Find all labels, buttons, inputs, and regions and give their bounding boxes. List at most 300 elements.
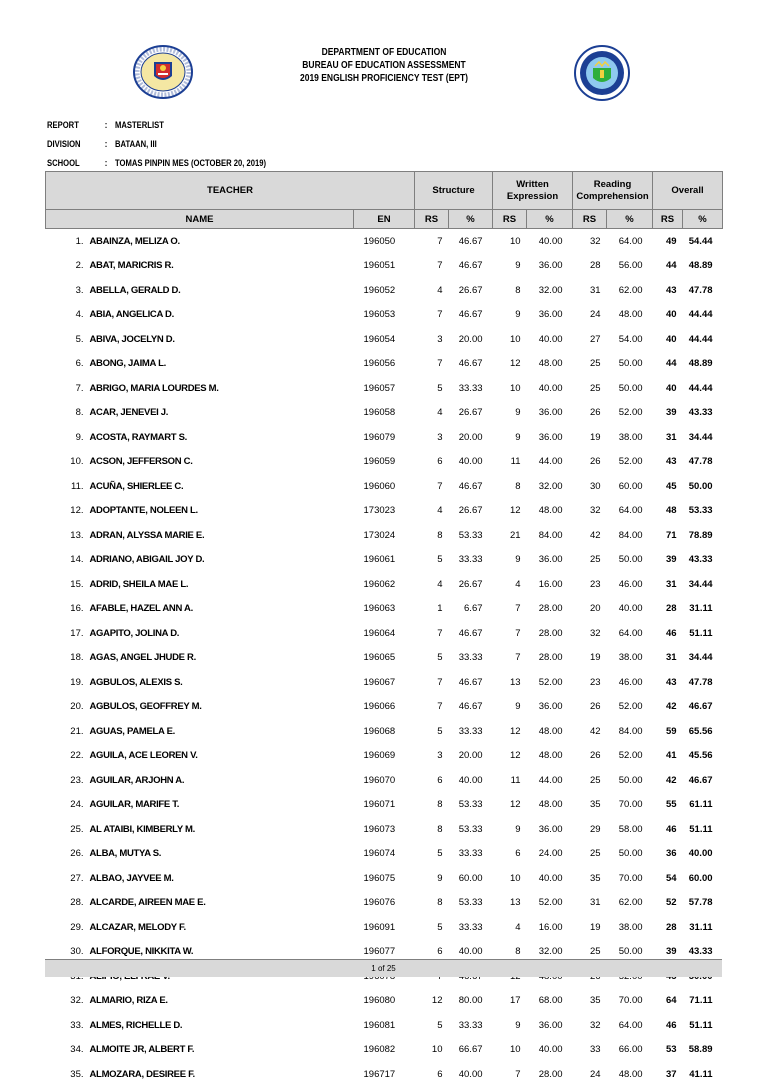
overall-rs: 71 (665, 529, 677, 541)
overall-pct: 47.78 (688, 676, 713, 688)
written-rs: 7 (515, 1068, 521, 1080)
row-number: 15. (70, 578, 84, 590)
overall-pct: 34.44 (688, 431, 713, 443)
en-code: 196081 (363, 1019, 396, 1031)
structure-pct: 33.33 (458, 554, 483, 566)
structure-rs: 6 (437, 946, 443, 958)
written-rs: 4 (515, 921, 521, 933)
written-pct: 48.00 (538, 505, 563, 517)
overall-pct: 60.00 (688, 872, 713, 884)
overall-pct: 34.44 (688, 652, 713, 664)
overall-pct: 57.78 (688, 897, 713, 909)
en-code: 196053 (363, 309, 396, 321)
structure-pct: 33.33 (458, 725, 483, 737)
header-written-expression: Written Expression (493, 172, 573, 210)
reading-rs: 24 (589, 1068, 601, 1080)
structure-pct: 46.67 (458, 627, 483, 639)
overall-rs: 46 (665, 627, 677, 639)
reading-rs: 27 (589, 333, 601, 345)
structure-rs: 7 (437, 676, 443, 688)
written-pct: 28.00 (538, 652, 563, 664)
en-code: 196062 (363, 578, 396, 590)
en-code: 196061 (363, 554, 396, 566)
reading-rs: 25 (589, 358, 601, 370)
reading-rs: 25 (589, 946, 601, 958)
subheader-pct: % (683, 210, 723, 229)
written-rs: 7 (515, 603, 521, 615)
meta-separator: : (104, 139, 108, 149)
structure-rs: 6 (437, 774, 443, 786)
overall-pct: 65.56 (688, 725, 713, 737)
overall-pct: 43.33 (688, 554, 713, 566)
overall-pct: 71.11 (689, 995, 713, 1007)
en-code: 196082 (363, 1044, 396, 1056)
row-number: 16. (70, 603, 84, 615)
header-structure: Structure (415, 172, 493, 210)
reading-pct: 46.00 (618, 676, 643, 688)
structure-pct: 46.67 (458, 358, 483, 370)
teacher-name: ALCAZAR, MELODY F. (89, 921, 186, 933)
written-rs: 10 (509, 333, 521, 345)
structure-pct: 40.00 (458, 774, 483, 786)
en-code: 196091 (363, 921, 396, 933)
written-rs: 21 (509, 529, 521, 541)
reading-rs: 31 (589, 284, 601, 296)
overall-rs: 40 (665, 309, 677, 321)
table-row (46, 229, 723, 254)
overall-rs: 43 (665, 456, 677, 468)
structure-rs: 6 (437, 456, 443, 468)
en-code: 196075 (363, 872, 396, 884)
teacher-name: AGBULOS, ALEXIS S. (89, 676, 183, 688)
header-reading-comprehension: Reading Comprehension (573, 172, 653, 210)
overall-pct: 53.33 (688, 505, 713, 517)
structure-rs: 5 (437, 652, 443, 664)
en-code: 196060 (363, 480, 396, 492)
reading-pct: 70.00 (618, 799, 643, 811)
table-row (46, 866, 723, 891)
structure-rs: 8 (437, 529, 443, 541)
table-body (46, 229, 723, 1087)
table-row (46, 327, 723, 352)
written-pct: 48.00 (538, 750, 563, 762)
overall-rs: 31 (665, 431, 677, 443)
written-rs: 17 (509, 995, 521, 1007)
reading-pct: 48.00 (618, 1068, 643, 1080)
overall-rs: 28 (665, 603, 677, 615)
structure-rs: 7 (437, 627, 443, 639)
row-number: 10. (70, 456, 84, 468)
written-rs: 9 (515, 309, 521, 321)
written-rs: 8 (515, 946, 521, 958)
reading-rs: 32 (589, 1019, 601, 1031)
en-code: 196068 (363, 725, 396, 737)
structure-rs: 3 (437, 750, 443, 762)
structure-pct: 53.33 (458, 823, 483, 835)
en-code: 196067 (363, 676, 396, 688)
overall-pct: 48.89 (688, 260, 713, 272)
overall-rs: 40 (665, 333, 677, 345)
report-meta (47, 116, 266, 173)
written-pct: 84.00 (538, 529, 563, 541)
teacher-name: ALMOZARA, DESIREE F. (89, 1068, 195, 1080)
teacher-name: ABAINZA, MELIZA O. (89, 235, 180, 247)
reading-rs: 28 (589, 260, 601, 272)
row-number: 22. (70, 750, 84, 762)
teacher-name: AGUILA, ACE LEOREN V. (89, 750, 198, 762)
written-pct: 44.00 (538, 774, 563, 786)
reading-pct: 38.00 (618, 652, 643, 664)
meta-value: BATAAN, III (115, 139, 157, 149)
reading-rs: 24 (589, 309, 601, 321)
written-rs: 13 (509, 676, 521, 688)
overall-pct: 47.78 (688, 284, 713, 296)
row-number: 13. (70, 529, 84, 541)
overall-pct: 41.11 (689, 1068, 713, 1080)
teacher-name: ADOPTANTE, NOLEEN L. (89, 505, 198, 517)
overall-rs: 46 (665, 823, 677, 835)
structure-rs: 4 (437, 505, 443, 517)
written-rs: 12 (509, 725, 521, 737)
overall-rs: 45 (665, 480, 677, 492)
structure-rs: 5 (437, 382, 443, 394)
en-code: 196056 (363, 358, 396, 370)
row-number: 1. (75, 235, 84, 247)
overall-rs: 43 (665, 676, 677, 688)
table-row (46, 891, 723, 916)
structure-pct: 46.67 (458, 309, 483, 321)
teacher-name: ACOSTA, RAYMART S. (89, 431, 188, 443)
overall-rs: 44 (665, 358, 677, 370)
meta-value: TOMAS PINPIN MES (OCTOBER 20, 2019) (115, 158, 267, 168)
written-pct: 40.00 (538, 1044, 563, 1056)
structure-rs: 3 (437, 333, 443, 345)
structure-rs: 10 (431, 1044, 443, 1056)
reading-rs: 42 (589, 725, 601, 737)
written-pct: 36.00 (538, 1019, 563, 1031)
structure-pct: 46.67 (458, 260, 483, 272)
written-pct: 36.00 (538, 554, 563, 566)
row-number: 28. (70, 897, 84, 909)
overall-rs: 48 (665, 505, 677, 517)
page-footer (45, 959, 722, 977)
written-pct: 16.00 (538, 578, 563, 590)
table-row (46, 744, 723, 769)
subheader-en: EN (354, 210, 415, 229)
en-code: 196057 (363, 382, 396, 394)
overall-rs: 42 (665, 774, 677, 786)
written-pct: 24.00 (538, 848, 563, 860)
written-rs: 11 (510, 456, 521, 468)
table-row (46, 352, 723, 377)
reading-rs: 42 (589, 529, 601, 541)
structure-pct: 46.67 (458, 701, 483, 713)
reading-rs: 31 (589, 897, 601, 909)
structure-rs: 9 (437, 872, 443, 884)
header-teacher: TEACHER (46, 172, 415, 210)
row-number: 29. (70, 921, 84, 933)
overall-rs: 53 (665, 1044, 677, 1056)
structure-pct: 26.67 (458, 578, 483, 590)
reading-rs: 30 (589, 480, 601, 492)
table-row (46, 376, 723, 401)
reading-pct: 52.00 (618, 407, 643, 419)
written-rs: 7 (515, 652, 521, 664)
reading-rs: 35 (589, 872, 601, 884)
reading-rs: 35 (589, 799, 601, 811)
teacher-name: ABELLA, GERALD D. (89, 284, 181, 296)
meta-division-row (47, 135, 266, 154)
table-row (46, 303, 723, 328)
structure-rs: 8 (437, 897, 443, 909)
structure-pct: 40.00 (458, 1068, 483, 1080)
reading-pct: 62.00 (618, 284, 643, 296)
table-row (46, 1062, 723, 1087)
meta-separator: : (104, 120, 108, 130)
teacher-name: ALBAO, JAYVEE M. (89, 872, 174, 884)
overall-rs: 52 (665, 897, 677, 909)
structure-pct: 46.67 (458, 676, 483, 688)
written-pct: 68.00 (538, 995, 563, 1007)
overall-pct: 54.44 (688, 235, 713, 247)
row-number: 14. (70, 554, 84, 566)
structure-pct: 26.67 (458, 284, 483, 296)
table-row (46, 572, 723, 597)
table-row (46, 523, 723, 548)
structure-rs: 5 (437, 848, 443, 860)
table-row (46, 989, 723, 1014)
written-rs: 4 (515, 578, 521, 590)
reading-pct: 60.00 (618, 480, 643, 492)
overall-rs: 64 (665, 995, 677, 1007)
teacher-name: AGAPITO, JOLINA D. (89, 627, 180, 639)
header-line-bureau: BUREAU OF EDUCATION ASSESSMENT (302, 60, 466, 71)
teacher-name: AGBULOS, GEOFFREY M. (89, 701, 202, 713)
structure-pct: 33.33 (458, 1019, 483, 1031)
header-line-department: DEPARTMENT OF EDUCATION (321, 47, 447, 58)
overall-rs: 43 (665, 284, 677, 296)
teacher-name: ABONG, JAIMA L. (89, 358, 166, 370)
table-row (46, 915, 723, 940)
table-row (46, 719, 723, 744)
table-row (46, 278, 723, 303)
row-number: 17. (70, 627, 84, 639)
structure-pct: 53.33 (458, 897, 483, 909)
overall-rs: 39 (665, 407, 677, 419)
structure-rs: 5 (437, 725, 443, 737)
overall-rs: 44 (665, 260, 677, 272)
overall-rs: 31 (665, 578, 677, 590)
reading-pct: 58.00 (618, 823, 643, 835)
row-number: 25. (70, 823, 84, 835)
row-number: 19. (70, 676, 84, 688)
overall-pct: 44.44 (688, 382, 713, 394)
structure-rs: 5 (437, 1019, 443, 1031)
overall-pct: 48.89 (688, 358, 713, 370)
written-rs: 12 (509, 750, 521, 762)
overall-rs: 55 (665, 799, 677, 811)
reading-pct: 64.00 (618, 1019, 643, 1031)
teacher-name: ABRIGO, MARIA LOURDES M. (89, 382, 219, 394)
en-code: 196080 (363, 995, 396, 1007)
structure-rs: 7 (437, 358, 443, 370)
reading-pct: 64.00 (618, 505, 643, 517)
written-rs: 10 (509, 382, 521, 394)
meta-key: DIVISION (47, 139, 81, 149)
written-pct: 28.00 (538, 627, 563, 639)
reading-pct: 38.00 (618, 921, 643, 933)
reading-pct: 38.00 (618, 431, 643, 443)
table-row (46, 499, 723, 524)
overall-pct: 34.44 (688, 578, 713, 590)
structure-pct: 80.00 (458, 995, 483, 1007)
teacher-name: AGUILAR, ARJOHN A. (89, 774, 185, 786)
structure-pct: 33.33 (458, 921, 483, 933)
written-rs: 9 (515, 1019, 521, 1031)
teacher-name: ADRIANO, ABIGAIL JOY D. (89, 554, 205, 566)
structure-pct: 40.00 (458, 456, 483, 468)
overall-rs: 40 (665, 382, 677, 394)
reading-pct: 50.00 (618, 774, 643, 786)
en-code: 196079 (363, 431, 396, 443)
overall-pct: 44.44 (688, 309, 713, 321)
reading-rs: 29 (589, 823, 601, 835)
overall-pct: 31.11 (689, 921, 713, 933)
overall-rs: 59 (665, 725, 677, 737)
overall-pct: 45.56 (688, 750, 713, 762)
written-rs: 10 (509, 872, 521, 884)
reading-pct: 70.00 (618, 872, 643, 884)
table-row (46, 768, 723, 793)
structure-rs: 3 (437, 431, 443, 443)
row-number: 8. (75, 407, 84, 419)
reading-rs: 19 (589, 431, 601, 443)
overall-pct: 47.78 (688, 456, 713, 468)
teacher-name: ACAR, JENEVEI J. (89, 407, 169, 419)
table-row (46, 548, 723, 573)
written-pct: 40.00 (538, 333, 563, 345)
teacher-name: AFABLE, HAZEL ANN A. (89, 603, 193, 615)
overall-pct: 58.89 (688, 1044, 713, 1056)
overall-pct: 51.11 (689, 823, 713, 835)
overall-rs: 46 (665, 1019, 677, 1031)
reading-pct: 52.00 (618, 701, 643, 713)
reading-pct: 54.00 (618, 333, 643, 345)
row-number: 32. (70, 995, 84, 1007)
overall-pct: 46.67 (688, 701, 713, 713)
en-code: 196063 (363, 603, 396, 615)
table-row (46, 793, 723, 818)
structure-rs: 7 (437, 309, 443, 321)
overall-pct: 61.11 (689, 799, 713, 811)
reading-pct: 50.00 (618, 848, 643, 860)
reading-rs: 26 (589, 456, 601, 468)
structure-pct: 20.00 (458, 333, 483, 345)
reading-pct: 56.00 (618, 260, 643, 272)
written-rs: 10 (509, 1044, 521, 1056)
written-rs: 12 (509, 799, 521, 811)
written-pct: 36.00 (538, 701, 563, 713)
reading-rs: 25 (589, 848, 601, 860)
overall-pct: 51.11 (689, 1019, 713, 1031)
teacher-name: ACSON, JEFFERSON C. (89, 456, 193, 468)
table-row (46, 1038, 723, 1063)
reading-pct: 70.00 (618, 995, 643, 1007)
en-code: 196076 (363, 897, 396, 909)
en-code: 196050 (363, 235, 396, 247)
row-number: 18. (70, 652, 84, 664)
structure-rs: 5 (437, 921, 443, 933)
written-rs: 11 (510, 774, 521, 786)
row-number: 12. (70, 505, 84, 517)
reading-rs: 25 (589, 382, 601, 394)
structure-rs: 4 (437, 284, 443, 296)
overall-pct: 40.00 (688, 848, 713, 860)
written-pct: 40.00 (538, 235, 563, 247)
reading-pct: 84.00 (618, 529, 643, 541)
teacher-name: AGUILAR, MARIFE T. (89, 799, 180, 811)
teacher-name: ABAT, MARICRIS R. (89, 260, 174, 272)
written-rs: 7 (515, 627, 521, 639)
written-rs: 10 (509, 235, 521, 247)
structure-rs: 12 (431, 995, 443, 1007)
structure-pct: 33.33 (458, 848, 483, 860)
row-number: 6. (75, 358, 84, 370)
reading-pct: 64.00 (618, 235, 643, 247)
structure-pct: 46.67 (458, 235, 483, 247)
reading-pct: 50.00 (618, 946, 643, 958)
reading-pct: 50.00 (618, 382, 643, 394)
written-pct: 32.00 (538, 480, 563, 492)
meta-report-row (47, 116, 266, 135)
teacher-name: ALFORQUE, NIKKITA W. (89, 946, 194, 958)
meta-separator: : (104, 158, 108, 168)
written-rs: 12 (509, 505, 521, 517)
row-number: 5. (75, 333, 84, 345)
structure-pct: 46.67 (458, 480, 483, 492)
row-number: 20. (70, 701, 84, 713)
table-row (46, 1013, 723, 1038)
structure-pct: 53.33 (458, 529, 483, 541)
table-row (46, 254, 723, 279)
subheader-rs: RS (415, 210, 449, 229)
row-number: 23. (70, 774, 84, 786)
table-row (46, 621, 723, 646)
teacher-name: ALMOITE JR, ALBERT F. (89, 1044, 195, 1056)
page-number: 1 of 25 (371, 964, 396, 973)
en-code: 196073 (363, 823, 396, 835)
written-rs: 6 (515, 848, 521, 860)
teacher-name: ABIA, ANGELICA D. (89, 309, 174, 321)
written-pct: 48.00 (538, 358, 563, 370)
row-number: 24. (70, 799, 84, 811)
teacher-name: ALMES, RICHELLE D. (89, 1019, 183, 1031)
written-pct: 32.00 (538, 284, 563, 296)
reading-rs: 26 (589, 407, 601, 419)
reading-rs: 25 (589, 774, 601, 786)
structure-rs: 4 (437, 578, 443, 590)
overall-pct: 43.33 (688, 407, 713, 419)
en-code: 173024 (363, 529, 396, 541)
en-code: 196051 (363, 260, 396, 272)
reading-rs: 23 (589, 578, 601, 590)
structure-rs: 7 (437, 235, 443, 247)
structure-pct: 6.67 (464, 603, 483, 615)
written-rs: 12 (509, 358, 521, 370)
teacher-name: ADRID, SHEILA MAE L. (89, 578, 189, 590)
table-row (46, 695, 723, 720)
overall-rs: 49 (665, 235, 677, 247)
